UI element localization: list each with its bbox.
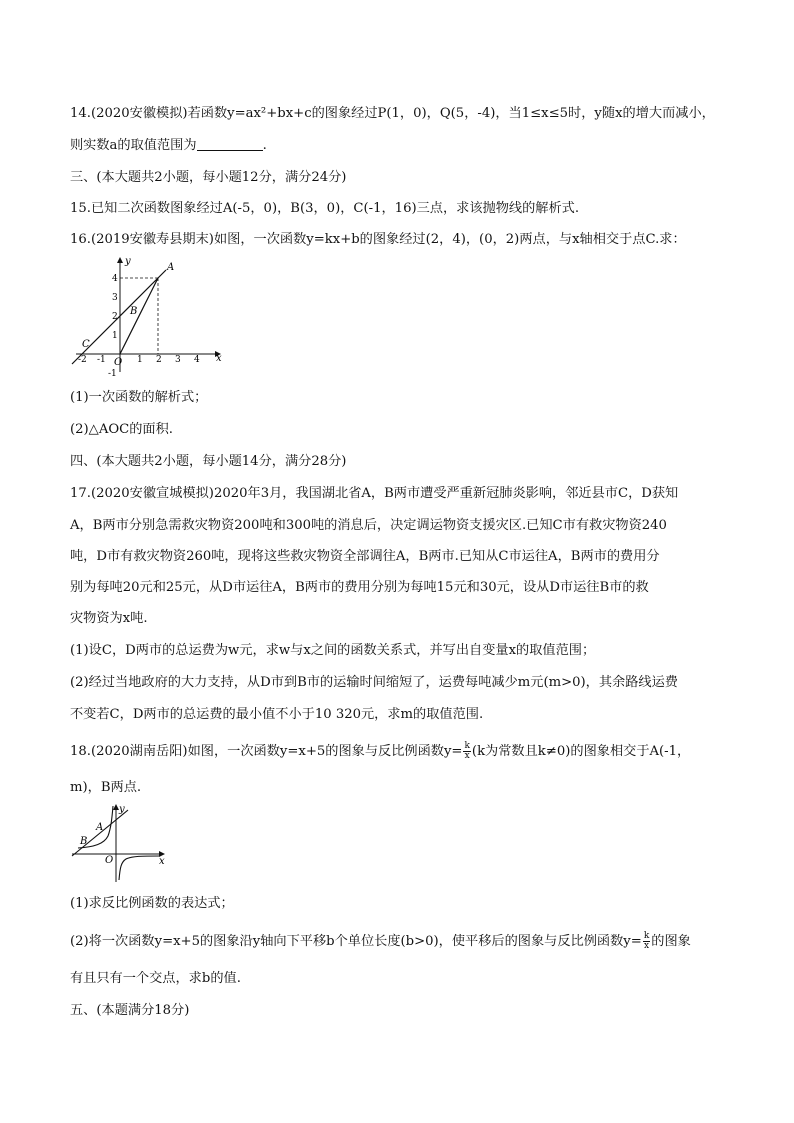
q17-line: 吨，D市有救灾物资260吨，现将这些救灾物资全部调往A，B两市.已知从C市运往A，B两市的费用分 <box>70 549 660 564</box>
q16-part2: (2)△AOC的面积. <box>70 422 174 437</box>
x-tick: 1 <box>137 355 143 365</box>
point-A-label: A <box>167 262 175 273</box>
x-axis-label: x <box>159 856 165 867</box>
fraction-denominator: x <box>464 751 470 761</box>
hyperbola-branch-lower <box>119 856 160 880</box>
y-tick: 4 <box>112 274 118 284</box>
q18-stem-b: (k为常数且k≠0)的图象相交于A(-1， <box>471 744 691 759</box>
q17-part1: (1)设C，D两市的总运费为w元，求w与x之间的函数关系式，并写出自变量x的取值范围； <box>70 643 596 658</box>
x-axis-label: x <box>216 353 222 364</box>
y-tick: 1 <box>112 331 118 341</box>
q14-line2: 则实数a的取值范围为 . <box>70 138 267 153</box>
fraction-numerator: k <box>464 741 470 751</box>
origin-label: O <box>114 357 123 368</box>
q17-line: 17.(2020安徽宣城模拟)2020年3月，我国湖北省A，B两市遭受严重新冠肺炎影响，邻近县市C，D获知 <box>70 486 679 501</box>
y-tick: 2 <box>112 312 118 322</box>
q16-figure <box>68 254 228 378</box>
point-A-label: A <box>96 822 104 833</box>
k-over-x-fraction <box>463 742 470 761</box>
x-tick: 3 <box>175 355 181 365</box>
q18-part2-a: (2)将一次函数y=x+5的图象沿y轴向下平移b个单位长度(b>0)，使平移后的图象与反比例函数y= <box>70 934 642 949</box>
answer-blank <box>197 136 263 151</box>
q17-part2-line: 不变若C，D两市的总运费的最小值不小于10 320元，求m的取值范围. <box>70 707 484 722</box>
q18-stem-c: m)，B两点. <box>70 780 142 795</box>
y-axis-label: y <box>125 256 131 267</box>
k-over-x-fraction <box>643 932 650 951</box>
fraction-numerator: k <box>643 931 650 941</box>
q17-part2-line: (2)经过当地政府的大力支持，从D市到B市的运输时间缩短了，运费每吨减少m元(m>0)，其余路线运费 <box>70 675 678 690</box>
linear-function-line <box>72 810 128 856</box>
y-tick: -1 <box>108 369 117 378</box>
q18-figure <box>70 802 170 884</box>
y-tick: 3 <box>112 293 118 303</box>
x-tick: 2 <box>156 355 162 365</box>
q18-part2-line2: 有且只有一个交点，求b的值. <box>70 971 241 986</box>
point-B-label: B <box>130 306 138 317</box>
q18-part1: (1)求反比例函数的表达式； <box>70 896 234 911</box>
section5-heading: 五、(本题满分18分) <box>70 1003 190 1018</box>
section4-heading: 四、(本大题共2小题，每小题14分，满分28分) <box>70 454 347 469</box>
x-tick: 4 <box>194 355 200 365</box>
q18-stem-line1 <box>70 742 690 762</box>
q15-text: 15.已知二次函数图象经过A(-5，0)，B(3，0)，C(-1，16)三点，求该抛物线的解析式. <box>70 201 580 216</box>
q16-stem: 16.(2019安徽寿县期末)如图，一次函数y=kx+b的图象经过(2，4)，(0，2)两点，与x轴相交于点C.求： <box>70 232 686 247</box>
point-B-label: B <box>80 836 88 847</box>
origin-label: O <box>105 855 114 866</box>
x-tick: -2 <box>78 355 87 365</box>
q18-part2-b: 的图象 <box>651 934 691 949</box>
q17-line: 别为每吨20元和25元，从D市运往A，B两市的费用分别为每吨15元和30元，设从D市运往B市的救 <box>70 580 649 595</box>
y-axis-label: y <box>119 804 125 815</box>
point-C-label: C <box>82 339 90 350</box>
q17-line: A，B两市分别急需救灾物资200吨和300吨的消息后，决定调运物资支援灾区.已知C市有救灾物资240 <box>70 518 667 533</box>
fraction-denominator: x <box>644 941 650 951</box>
section3-heading: 三、(本大题共2小题，每小题12分，满分24分) <box>70 170 347 185</box>
segment-OA <box>120 278 158 354</box>
x-tick: -1 <box>97 355 106 365</box>
q14-line2-text: 则实数a的取值范围为 <box>70 138 197 153</box>
q18-stem-a: 18.(2020湖南岳阳)如图，一次函数y=x+5的图象与反比例函数y= <box>70 744 463 759</box>
q16-part1: (1)一次函数的解析式； <box>70 390 208 405</box>
q14-line1: 14.(2020安徽模拟)若函数y=ax²+bx+c的图象经过P(1，0)，Q(5，-4)，当1≤x≤5时，y随x的增大而减小， <box>70 106 715 121</box>
q17-line: 灾物资为x吨. <box>70 611 148 626</box>
q18-part2-line1 <box>70 932 691 952</box>
